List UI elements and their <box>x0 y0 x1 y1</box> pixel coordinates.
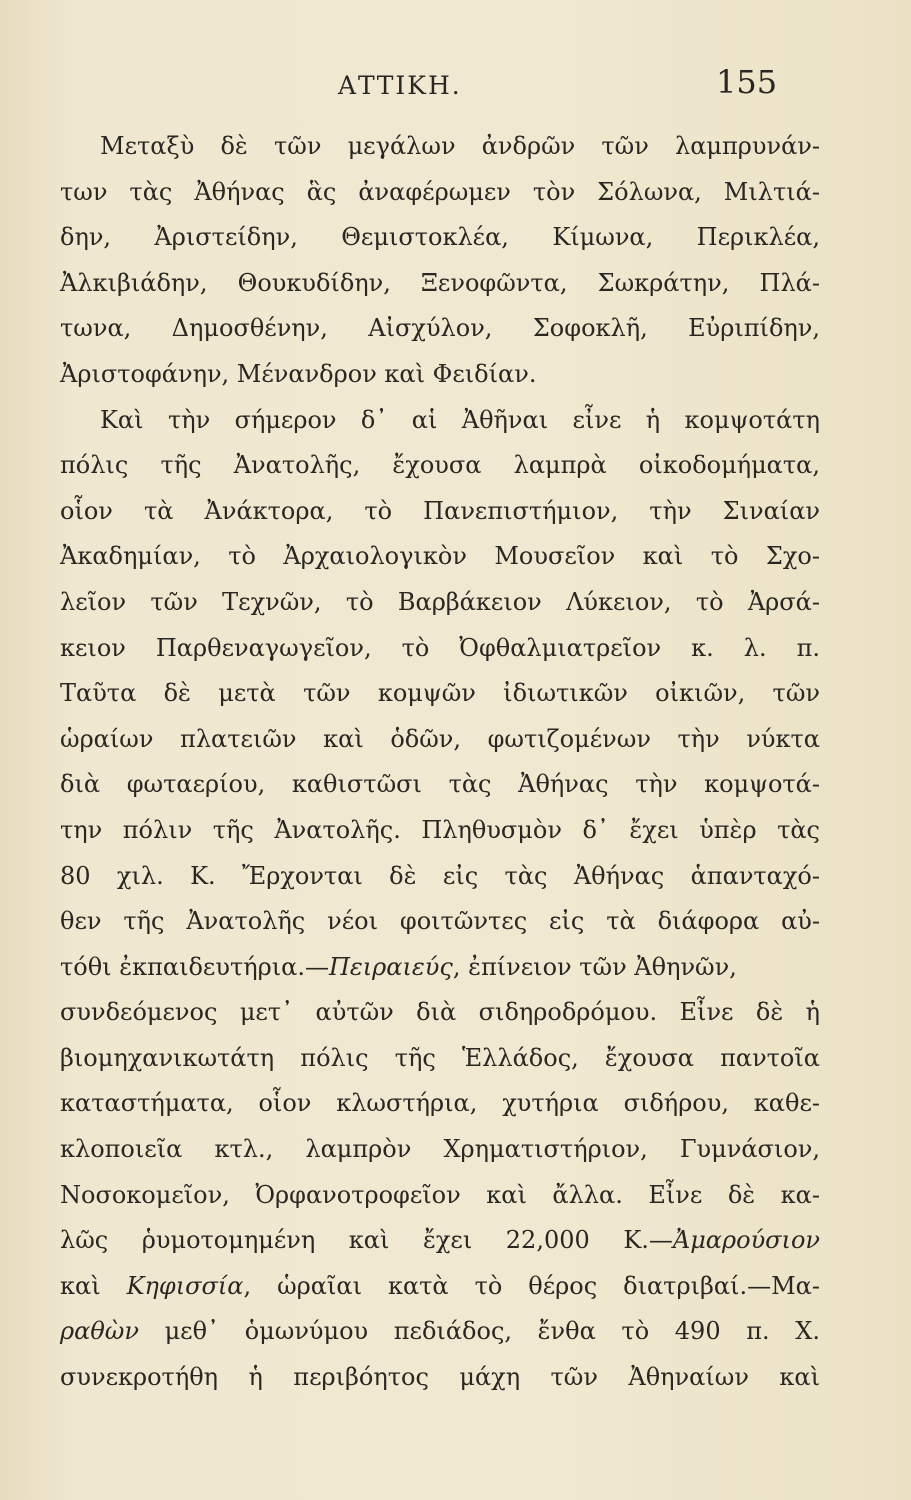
text-line <box>60 170 820 216</box>
text-line <box>60 124 820 170</box>
text-segment: συνδεόμενος μετ᾽ αὐτῶν διὰ σιδηροδρόμου. Εἶνε δὲ ἡ <box>60 998 820 1027</box>
text-segment: ὡραίων πλατειῶν καὶ ὁδῶν, φωτιζομένων τὴν νύκτα <box>60 724 820 753</box>
text-line <box>60 352 820 398</box>
text-line <box>60 945 820 991</box>
text-line <box>60 215 820 261</box>
text-segment: τόθι ἐκπαιδευτήρια.— <box>60 952 329 981</box>
text-segment: συνεκροτήθη ἡ περιβόητος μάχη τῶν Ἀθηναίων καὶ <box>60 1363 820 1392</box>
text-line <box>60 443 820 489</box>
text-segment: τωνα, Δημοσθένην, Αἰσχύλον, Σοφοκλῆ, Εὐριπίδην, <box>60 314 820 343</box>
text-line <box>60 1036 820 1082</box>
text-line <box>60 762 820 808</box>
text-line <box>60 1218 820 1264</box>
text-line <box>60 854 820 900</box>
text-segment: Ἀκαδημίαν, τὸ Ἀρχαιολογικὸν Μουσεῖον καὶ τὸ Σχο- <box>60 542 820 571</box>
text-line <box>60 671 820 717</box>
text-line <box>60 1264 820 1310</box>
text-segment: Καὶ τὴν σήμερον δ᾽ αἱ Ἀθῆναι εἶνε ἡ κομψοτάτη <box>100 405 820 434</box>
text-line <box>60 626 820 672</box>
text-segment: θεν τῆς Ἀνατολῆς νέοι φοιτῶντες εἰς τὰ διάφορα αὐ- <box>60 907 820 936</box>
text-line <box>60 1081 820 1127</box>
text-segment: Ταῦτα δὲ μετὰ τῶν κομψῶν ἰδιωτικῶν οἰκιῶν, τῶν <box>60 679 820 708</box>
text-segment: λεῖον τῶν Τεχνῶν, τὸ Βαρβάκειον Λύκειον, τὸ Ἀρσά- <box>60 587 820 616</box>
text-line <box>60 306 820 352</box>
running-title: ΑΤΤΙΚΗ. <box>338 71 462 100</box>
text-line <box>60 1309 820 1355</box>
text-segment: , ὡραῖαι κατὰ τὸ θέρος διατριβαί.—Μα- <box>243 1271 820 1300</box>
text-segment: την πόλιν τῆς Ἀνατολῆς. Πληθυσμὸν δ᾽ ἔχει ὑπὲρ τὰς <box>60 815 820 844</box>
text-segment: οἷον τὰ Ἀνάκτορα, τὸ Πανεπιστήμιον, τὴν Σιναίαν <box>60 496 820 525</box>
text-segment: Νοσοκομεῖον, Ὀρφανοτροφεῖον καὶ ἄλλα. Εἶνε δὲ κα- <box>60 1180 820 1209</box>
text-segment: κειον Παρθεναγωγεῖον, τὸ Ὀφθαλμιατρεῖον κ. λ. π. <box>60 633 820 662</box>
text-segment: βιομηχανικωτάτη πόλις τῆς Ἑλλάδος, ἔχουσα παντοῖα <box>60 1043 820 1072</box>
text-line <box>60 261 820 307</box>
text-segment: Ἀριστοφάνην, Μένανδρον καὶ Φειδίαν. <box>60 359 537 388</box>
text-line <box>60 717 820 763</box>
italic-place-name: Πειραιεύς <box>328 952 453 981</box>
text-segment: δην, Ἀριστείδην, Θεμιστοκλέα, Κίμωνα, Περικλέα, <box>60 223 820 252</box>
text-segment: καὶ <box>60 1271 127 1300</box>
text-line <box>60 398 820 444</box>
text-line <box>60 808 820 854</box>
text-segment: διὰ φωταερίου, καθιστῶσι τὰς Ἀθήνας τὴν κομψοτά- <box>60 770 820 799</box>
text-line <box>60 534 820 580</box>
text-line <box>60 899 820 945</box>
text-segment: καταστήματα, οἷον κλωστήρια, χυτήρια σιδήρου, καθε- <box>60 1089 820 1118</box>
text-segment: Μεταξὺ δὲ τῶν μεγάλων ἀνδρῶν τῶν λαμπρυνάν- <box>100 132 820 160</box>
text-segment: , ἐπίνειον τῶν Ἀθηνῶν, <box>452 952 737 981</box>
text-segment: μεθ᾽ ὁμωνύμου πεδιάδος, ἔνθα τὸ 490 π. Χ. <box>138 1317 820 1346</box>
text-line <box>60 1127 820 1173</box>
text-line <box>60 1173 820 1219</box>
text-line <box>60 990 820 1036</box>
text-line <box>60 1355 820 1401</box>
page-number: 155 <box>716 63 778 101</box>
running-head <box>0 63 911 106</box>
text-segment: Ἀλκιβιάδην, Θουκυδίδην, Ξενοφῶντα, Σωκράτην, Πλά- <box>60 268 820 297</box>
text-segment: κλοποιεῖα κτλ., λαμπρὸν Χρηματιστήριον, Γυμνάσιον, <box>60 1135 820 1164</box>
text-line <box>60 580 820 626</box>
italic-place-name: Κηφισσία <box>126 1271 244 1300</box>
text-segment: πόλις τῆς Ἀνατολῆς, ἔχουσα λαμπρὰ οἰκοδομήματα, <box>60 451 820 480</box>
italic-place-name: ραθὼν <box>60 1317 139 1346</box>
text-line <box>60 489 820 535</box>
italic-place-name: Ἀμαρούσιον <box>672 1226 820 1255</box>
body-text <box>60 124 820 1401</box>
text-segment: λῶς ῥυμοτομημένη καὶ ἔχει 22,000 Κ.— <box>60 1226 673 1255</box>
text-segment: των τὰς Ἀθήνας ἃς ἀναφέρωμεν τὸν Σόλωνα, Μιλτιά- <box>60 177 820 206</box>
text-segment: 80 χιλ. Κ. Ἔρχονται δὲ εἰς τὰς Ἀθήνας ἁπανταχό- <box>60 861 820 890</box>
